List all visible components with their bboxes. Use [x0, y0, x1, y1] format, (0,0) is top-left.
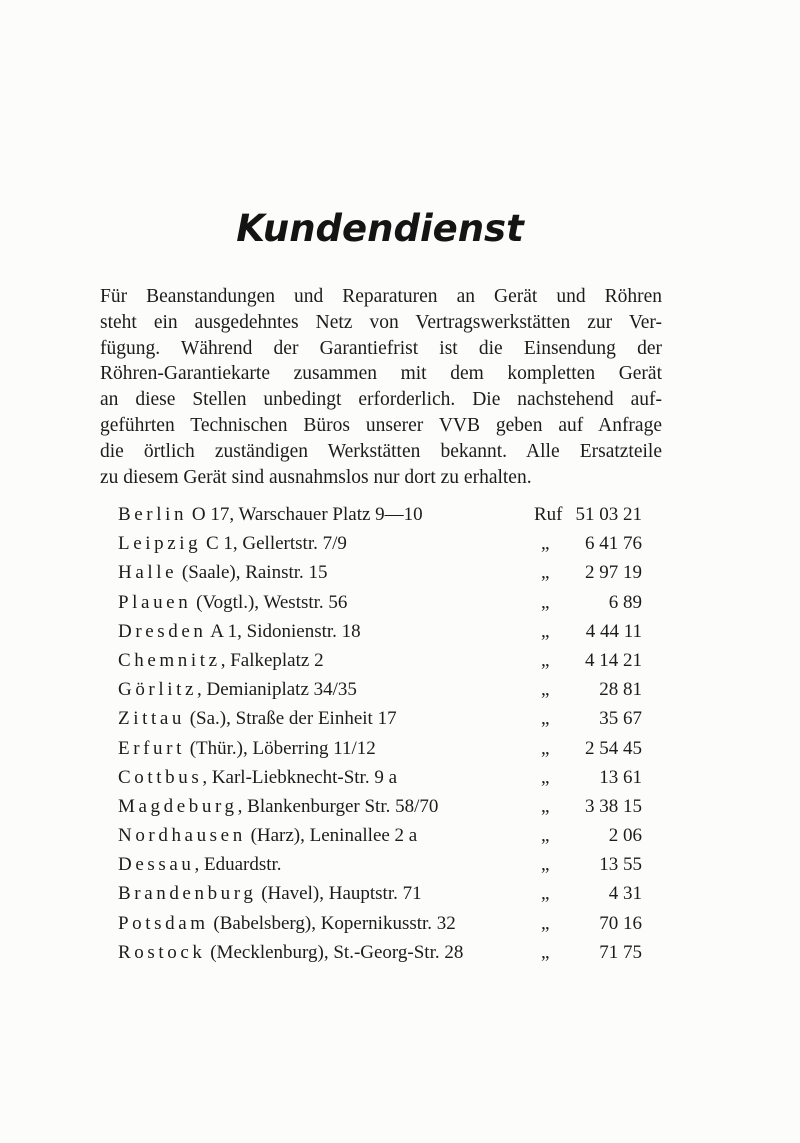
- city-name: Dessau: [118, 854, 195, 876]
- address: (Mecklenburg), St.-Georg-Str. 28: [205, 941, 464, 963]
- address: (Havel), Hauptstr. 71: [256, 883, 422, 905]
- address: (Babelsberg), Kopernikusstr. 32: [208, 912, 456, 934]
- city-name: Dresden: [118, 620, 207, 642]
- phone-number: 4 31: [608, 883, 642, 905]
- directory-row: [118, 879, 648, 908]
- ditto-mark: „: [541, 795, 550, 817]
- phone-number: 35 67: [599, 708, 642, 730]
- phone-number: 28 81: [599, 679, 642, 701]
- ditto-mark: „: [541, 562, 550, 584]
- intro-line: Röhren-Garantiekarte zusammen mit dem kompletten Gerät: [100, 363, 662, 385]
- phone-number: 2 97 19: [585, 562, 642, 584]
- city-name: Leipzig: [118, 533, 202, 555]
- directory-row: [118, 734, 648, 763]
- city-name: Zittau: [118, 708, 185, 730]
- ditto-mark: „: [541, 825, 550, 847]
- city-name: Nordhausen: [118, 825, 246, 847]
- city-name: Rostock: [118, 941, 206, 963]
- phone-number: 4 14 21: [585, 649, 642, 671]
- ditto-mark: „: [541, 883, 550, 905]
- directory-row: [118, 704, 648, 733]
- directory-row: [118, 909, 648, 938]
- service-directory: [118, 500, 648, 967]
- phone-prefix: Ruf: [534, 504, 563, 525]
- directory-row: [118, 617, 648, 646]
- city-name: Berlin: [118, 504, 188, 525]
- phone-number: 6 41 76: [585, 533, 642, 555]
- phone-number: 2 54 45: [585, 737, 642, 759]
- address: C 1, Gellertstr. 7/9: [201, 533, 347, 555]
- address: , Blankenburger Str. 58/70: [237, 795, 439, 817]
- city-name: Cottbus: [118, 766, 203, 788]
- directory-row: [118, 792, 648, 821]
- directory-row: [118, 646, 648, 675]
- city-name: Erfurt: [118, 737, 185, 759]
- address: , Eduardstr.: [194, 854, 282, 876]
- ditto-mark: „: [541, 854, 550, 876]
- intro-line: fügung. Während der Garantiefrist ist die Einsendung der: [100, 337, 662, 359]
- directory-row: [118, 529, 648, 558]
- city-name: Halle: [118, 562, 178, 584]
- directory-row: [118, 850, 648, 879]
- directory-row: [118, 821, 648, 850]
- phone-number: 70 16: [599, 912, 642, 934]
- city-name: Brandenburg: [118, 883, 257, 905]
- intro-line: geführten Technischen Büros unserer VVB geben auf Anfrage: [100, 414, 662, 436]
- address: , Falkeplatz 2: [220, 649, 324, 671]
- address: A 1, Sidonienstr. 18: [206, 620, 361, 642]
- ditto-mark: „: [541, 533, 550, 555]
- address: (Sa.), Straße der Einheit 17: [184, 708, 397, 730]
- ditto-mark: „: [541, 766, 550, 788]
- address: (Thür.), Löberring 11/12: [184, 737, 376, 759]
- address: , Demianiplatz 34/35: [197, 679, 357, 701]
- phone-number: 13 55: [599, 854, 642, 876]
- ditto-mark: „: [541, 620, 550, 642]
- intro-line: zu diesem Gerät sind ausnahmslos nur dort zu erhalten.: [100, 466, 532, 488]
- intro-line: an diese Stellen unbedingt erforderlich. Die nachstehend auf-: [100, 389, 662, 411]
- city-name: Plauen: [118, 591, 192, 613]
- phone-number: 51 03 21: [575, 504, 642, 525]
- directory-row: [118, 675, 648, 704]
- address: (Vogtl.), Weststr. 56: [191, 591, 348, 613]
- ditto-mark: „: [541, 649, 550, 671]
- intro-line: steht ein ausgedehntes Netz von Vertragswerkstätten zur Ver-: [100, 311, 662, 333]
- intro-line: Für Beanstandungen und Reparaturen an Gerät und Röhren: [100, 286, 662, 307]
- intro-paragraph: [100, 284, 662, 490]
- phone-number: 2 06: [608, 825, 642, 847]
- phone-number: 71 75: [599, 941, 642, 963]
- address: , Karl-Liebknecht-Str. 9 a: [202, 766, 398, 788]
- intro-line: die örtlich zuständigen Werkstätten bekannt. Alle Ersatzteile: [100, 440, 662, 462]
- ditto-mark: „: [541, 912, 550, 934]
- ditto-mark: „: [541, 708, 550, 730]
- phone-number: 6 89: [608, 591, 642, 613]
- ditto-mark: „: [541, 591, 550, 613]
- directory-row: [118, 763, 648, 792]
- address: (Saale), Rainstr. 15: [177, 562, 328, 584]
- city-name: Magdeburg: [118, 795, 238, 817]
- city-name: Görlitz: [118, 679, 198, 701]
- phone-number: 13 61: [599, 766, 642, 788]
- directory-row: [118, 558, 648, 587]
- city-name: Chemnitz: [118, 649, 221, 671]
- directory-row: [118, 500, 648, 529]
- ditto-mark: „: [541, 941, 550, 963]
- directory-row: [118, 938, 648, 967]
- address: O 17, Warschauer Platz 9—10: [187, 504, 423, 525]
- phone-number: 4 44 11: [585, 620, 642, 642]
- city-name: Potsdam: [118, 912, 209, 934]
- directory-row: [118, 588, 648, 617]
- ditto-mark: „: [541, 679, 550, 701]
- address: (Harz), Leninallee 2 a: [245, 825, 418, 847]
- ditto-mark: „: [541, 737, 550, 759]
- page-title: Kundendienst: [236, 207, 524, 250]
- phone-number: 3 38 15: [585, 795, 642, 817]
